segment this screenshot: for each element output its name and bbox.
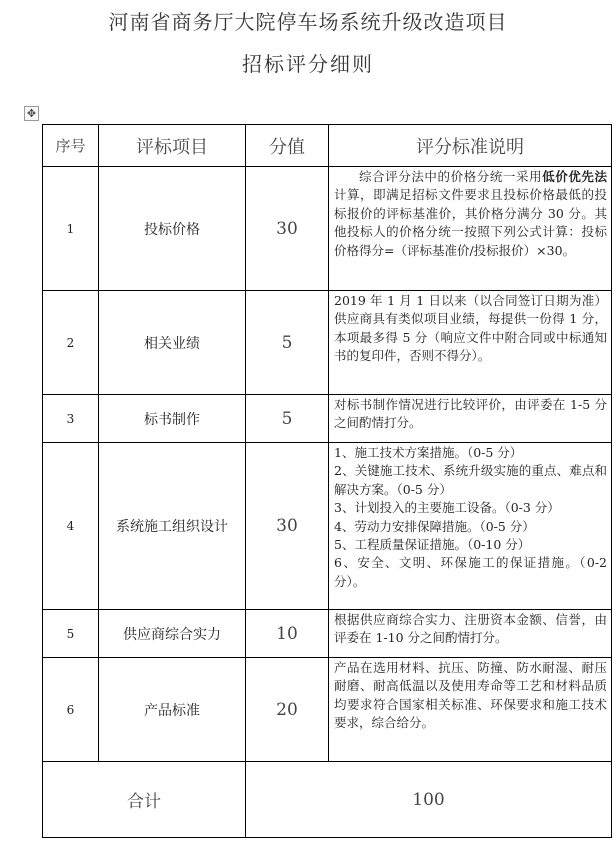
row-criteria: 产品在选用材料、抗压、防撞、防水耐湿、耐压耐磨、耐高低温以及使用寿命等工艺和材料品质均要求符合国家相关标准、环保要求和施工技术要求，综合给分。 xyxy=(329,658,612,762)
table-row xyxy=(43,610,612,658)
row-score: 5 xyxy=(246,291,329,395)
row-no: 2 xyxy=(43,291,99,395)
row-criteria: 对标书制作情况进行比较评价，由评委在 1-5 分之间酌情打分。 xyxy=(329,395,612,443)
criteria-line: 4、劳动力安排保障措施。（0-5 分） xyxy=(334,518,535,534)
row-score: 10 xyxy=(246,610,329,658)
table-row xyxy=(43,443,612,610)
row-criteria: 根据供应商综合实力、注册资本金额、信誉，由评委在 1-10 分之间酌情打分。 xyxy=(329,610,612,658)
header-score: 分值 xyxy=(246,125,329,167)
criteria-line: 2、关键施工技术、系统升级实施的重点、难点和解决方案。（0-5 分） xyxy=(334,463,607,497)
criteria-line: 3、计划投入的主要施工设备。（0-3 分） xyxy=(334,500,560,516)
criteria-paragraph xyxy=(334,168,607,260)
header-criteria: 评分标准说明 xyxy=(329,125,612,167)
table-row xyxy=(43,167,612,291)
header-item: 评标项目 xyxy=(99,125,246,167)
row-score: 30 xyxy=(246,443,329,610)
row-no: 3 xyxy=(43,395,99,443)
criteria-line: 1、施工技术方案措施。（0-5 分） xyxy=(334,445,523,460)
row-item: 产品标准 xyxy=(99,658,246,762)
row-criteria xyxy=(329,167,612,291)
row-score: 20 xyxy=(246,658,329,762)
document-subtitle: 招标评分细则 xyxy=(242,52,374,76)
row-no: 6 xyxy=(43,658,99,762)
row-item: 标书制作 xyxy=(99,395,246,443)
criteria-suffix: 计算，即满足招标文件要求且投标价格最低的投标报价的评标基准价，其价格分满分 30 分。其他投标人的价格分统一按照下列公式计算：投标价格得分=（评标基准价/投标报价）×30。 xyxy=(334,187,607,258)
row-no: 4 xyxy=(43,443,99,610)
row-item: 相关业绩 xyxy=(99,291,246,395)
row-criteria xyxy=(329,443,612,610)
row-no: 5 xyxy=(43,610,99,658)
row-criteria: 2019 年 1 月 1 日以来（以合同签订日期为准）供应商具有类似项目业绩，每提供一份得 1 分，本项最多得 5 分（响应文件中附合同或中标通知书的复印件，否则不得分）。 xyxy=(329,291,612,395)
total-label: 合计 xyxy=(43,762,246,838)
scoring-table xyxy=(42,124,612,838)
row-score: 30 xyxy=(246,167,329,291)
criteria-line: 6、安全、文明、环保施工的保证措施。（0-2 分）。 xyxy=(334,555,607,589)
row-item: 投标价格 xyxy=(99,167,246,291)
table-header-row xyxy=(43,125,612,167)
row-no: 1 xyxy=(43,167,99,291)
criteria-bold: 低价优先法 xyxy=(542,169,607,184)
criteria-prefix: 综合评分法中的价格分统一采用 xyxy=(359,169,543,184)
row-item: 系统施工组织设计 xyxy=(99,443,246,610)
table-row xyxy=(43,658,612,762)
table-row xyxy=(43,395,612,443)
row-score: 5 xyxy=(246,395,329,443)
total-row xyxy=(43,762,612,838)
row-item: 供应商综合实力 xyxy=(99,610,246,658)
criteria-line: 5、工程质量保证措施。（0-10 分） xyxy=(334,537,531,553)
document-title: 河南省商务厅大院停车场系统升级改造项目 xyxy=(108,10,508,34)
table-move-handle-icon[interactable]: ✥ xyxy=(24,106,39,121)
header-no: 序号 xyxy=(43,125,99,167)
total-value: 100 xyxy=(246,762,612,838)
table-row xyxy=(43,291,612,395)
